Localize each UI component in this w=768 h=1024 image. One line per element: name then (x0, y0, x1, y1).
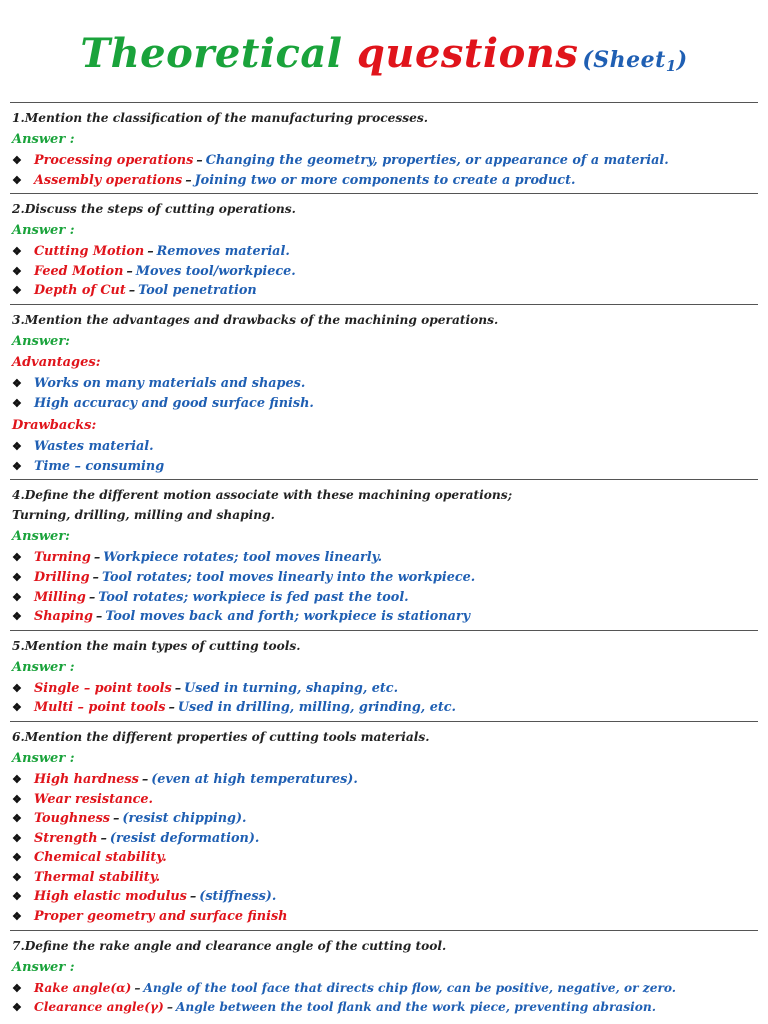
title-sheet-number: 1 (665, 57, 677, 75)
item-desc: Changing the geometry, properties, or appearance of a material. (205, 153, 669, 168)
diamond-bullet-icon: ❖ (12, 870, 22, 884)
item-term: Clearance angle(γ) (34, 1000, 164, 1015)
answer-list (10, 242, 758, 301)
answer-list (10, 151, 758, 190)
dash: – (113, 811, 120, 827)
advantages-list (10, 374, 758, 413)
diamond-bullet-icon: ❖ (12, 851, 22, 865)
item-desc: Workpiece rotates; tool moves linearly. (103, 550, 383, 566)
diamond-bullet-icon: ❖ (12, 831, 22, 845)
item-desc: (stiffness). (199, 889, 277, 905)
question-text: 4.Define the different motion associate with these machining operations; (12, 488, 513, 503)
answer-label: Answer : (12, 132, 75, 147)
diamond-bullet-icon: ❖ (12, 812, 22, 826)
diamond-bullet-icon: ❖ (12, 701, 22, 715)
list-item (10, 394, 758, 414)
answer-list (10, 679, 758, 718)
item-term: Assembly operations (34, 172, 183, 188)
item-term: Depth of Cut (34, 283, 126, 299)
diamond-bullet-icon: ❖ (12, 154, 22, 167)
answer-list (10, 770, 758, 927)
item-desc: Works on many materials and shapes. (34, 375, 306, 391)
item-term: Processing operations (34, 153, 194, 168)
list-item (10, 151, 758, 171)
item-term: Proper geometry and surface finish (34, 909, 288, 925)
list-item (10, 868, 758, 888)
list-item (10, 770, 758, 790)
title-part-1: Theoretical (80, 30, 343, 77)
answer-list (10, 548, 758, 626)
list-item (10, 998, 758, 1018)
item-desc: (resist deformation). (109, 830, 260, 846)
dash: – (196, 153, 203, 168)
dash: – (126, 263, 133, 279)
question-1 (10, 102, 758, 190)
answer-label: Answer: (12, 333, 70, 349)
list-item (10, 809, 758, 829)
list-item (10, 281, 758, 301)
item-desc: Time – consuming (34, 458, 165, 474)
page-title (0, 30, 768, 77)
diamond-bullet-icon: ❖ (12, 440, 22, 454)
list-item (10, 887, 758, 907)
diamond-bullet-icon: ❖ (12, 245, 22, 259)
dash: – (95, 609, 103, 625)
list-item (10, 171, 758, 191)
question-text-line-2: Turning, drilling, milling and shaping. (12, 508, 275, 523)
item-term: Chemical stability. (34, 850, 167, 866)
diamond-bullet-icon: ❖ (12, 890, 22, 904)
item-term: Wear resistance. (34, 791, 154, 807)
question-5 (10, 630, 758, 718)
item-term: Rake angle(α) (34, 980, 132, 995)
list-item (10, 568, 758, 588)
item-desc: Used in drilling, milling, grinding, etc. (177, 700, 456, 716)
drawbacks-label: Drawbacks: (12, 418, 97, 434)
dash: – (88, 589, 96, 605)
answer-list (10, 979, 758, 1018)
list-item (10, 607, 758, 627)
question-text: 6.Mention the different properties of cutting tools materials. (12, 729, 430, 744)
question-list (10, 102, 758, 1021)
diamond-bullet-icon: ❖ (12, 570, 22, 584)
answer-label: Answer : (12, 223, 75, 239)
item-desc: Tool rotates; tool moves linearly into the workpiece. (101, 569, 476, 585)
answer-label: Answer : (12, 750, 75, 766)
question-text: 3.Mention the advantages and drawbacks of the machining operations. (12, 312, 499, 327)
item-term: Feed Motion (34, 263, 124, 279)
list-item (10, 790, 758, 810)
diamond-bullet-icon: ❖ (12, 173, 22, 187)
list-item (10, 848, 758, 868)
dash: – (174, 680, 182, 696)
list-item (10, 374, 758, 394)
dash: – (128, 283, 136, 299)
dash: – (168, 700, 175, 716)
dash: – (147, 244, 154, 260)
item-term: Thermal stability. (34, 869, 161, 885)
diamond-bullet-icon: ❖ (12, 910, 22, 924)
answer-label: Answer: (12, 529, 70, 545)
item-desc: (even at high temperatures). (151, 771, 358, 787)
item-desc: Angle of the tool face that directs chip flow, can be positive, negative, or zero. (143, 980, 677, 995)
item-desc: Tool rotates; workpiece is fed past the tool. (98, 589, 409, 605)
item-desc: Moves tool/workpiece. (135, 263, 296, 279)
answer-label: Answer : (12, 659, 75, 675)
diamond-bullet-icon: ❖ (12, 981, 22, 995)
diamond-bullet-icon: ❖ (12, 590, 22, 604)
list-item (10, 262, 758, 282)
list-item (10, 679, 758, 699)
question-4 (10, 479, 758, 626)
item-term: Shaping (34, 609, 93, 625)
diamond-bullet-icon: ❖ (12, 681, 22, 695)
item-desc: Angle between the tool flank and the work piece, preventing abrasion. (175, 1000, 656, 1015)
title-sheet (582, 47, 687, 73)
item-term: Drilling (34, 569, 90, 585)
dash: – (93, 550, 101, 566)
item-term: Milling (34, 589, 86, 605)
diamond-bullet-icon: ❖ (12, 459, 22, 473)
question-text: 1.Mention the classification of the manufacturing processes. (12, 111, 428, 125)
diamond-bullet-icon: ❖ (12, 772, 22, 786)
diamond-bullet-icon: ❖ (12, 264, 22, 278)
diamond-bullet-icon: ❖ (12, 610, 22, 624)
item-desc: Wastes material. (34, 439, 154, 455)
item-term: Toughness (34, 811, 110, 827)
diamond-bullet-icon: ❖ (12, 792, 22, 806)
dash: – (166, 1000, 173, 1015)
diamond-bullet-icon: ❖ (12, 376, 22, 390)
list-item (10, 548, 758, 568)
title-sheet-label: (Sheet (582, 47, 666, 73)
question-6 (10, 721, 758, 927)
title-part-2: questions (356, 30, 579, 77)
list-item (10, 457, 758, 477)
list-item (10, 979, 758, 999)
item-desc: (resist chipping). (122, 811, 247, 827)
question-7 (10, 930, 758, 1018)
item-term: Multi – point tools (34, 700, 166, 716)
dash: – (92, 569, 99, 585)
diamond-bullet-icon: ❖ (12, 396, 22, 410)
item-desc: Used in turning, shaping, etc. (184, 680, 399, 696)
question-text: 5.Mention the main types of cutting tools. (12, 638, 301, 653)
item-term: Cutting Motion (34, 244, 145, 260)
question-text: 2.Discuss the steps of cutting operations. (12, 202, 296, 217)
item-term: High hardness (34, 771, 139, 787)
item-term: Turning (34, 550, 91, 566)
item-desc: Tool penetration (138, 283, 257, 299)
item-term: High elastic modulus (34, 889, 187, 905)
dash: – (189, 889, 197, 905)
list-item (10, 829, 758, 849)
drawbacks-list (10, 437, 758, 476)
title-sheet-close: ) (676, 47, 688, 73)
dash: – (134, 980, 141, 995)
list-item (10, 698, 758, 718)
diamond-bullet-icon: ❖ (12, 551, 22, 565)
item-desc: Removes material. (156, 244, 290, 260)
diamond-bullet-icon: ❖ (12, 284, 22, 298)
list-item (10, 242, 758, 262)
item-term: Strength (34, 830, 98, 846)
advantages-label: Advantages: (12, 354, 101, 370)
question-3 (10, 304, 758, 476)
diamond-bullet-icon: ❖ (12, 1001, 22, 1015)
answer-label: Answer : (12, 959, 75, 975)
dash: – (141, 771, 149, 787)
dash: – (100, 830, 107, 846)
question-text: 7.Define the rake angle and clearance angle of the cutting tool. (12, 938, 447, 953)
list-item (10, 588, 758, 608)
item-desc: Tool moves back and forth; workpiece is stationary (105, 609, 471, 625)
item-desc: Joining two or more components to create a product. (194, 172, 576, 188)
item-desc: High accuracy and good surface finish. (34, 395, 314, 411)
list-item (10, 907, 758, 927)
question-2 (10, 193, 758, 301)
dash: – (185, 172, 192, 188)
list-item (10, 437, 758, 457)
item-term: Single – point tools (34, 680, 172, 696)
